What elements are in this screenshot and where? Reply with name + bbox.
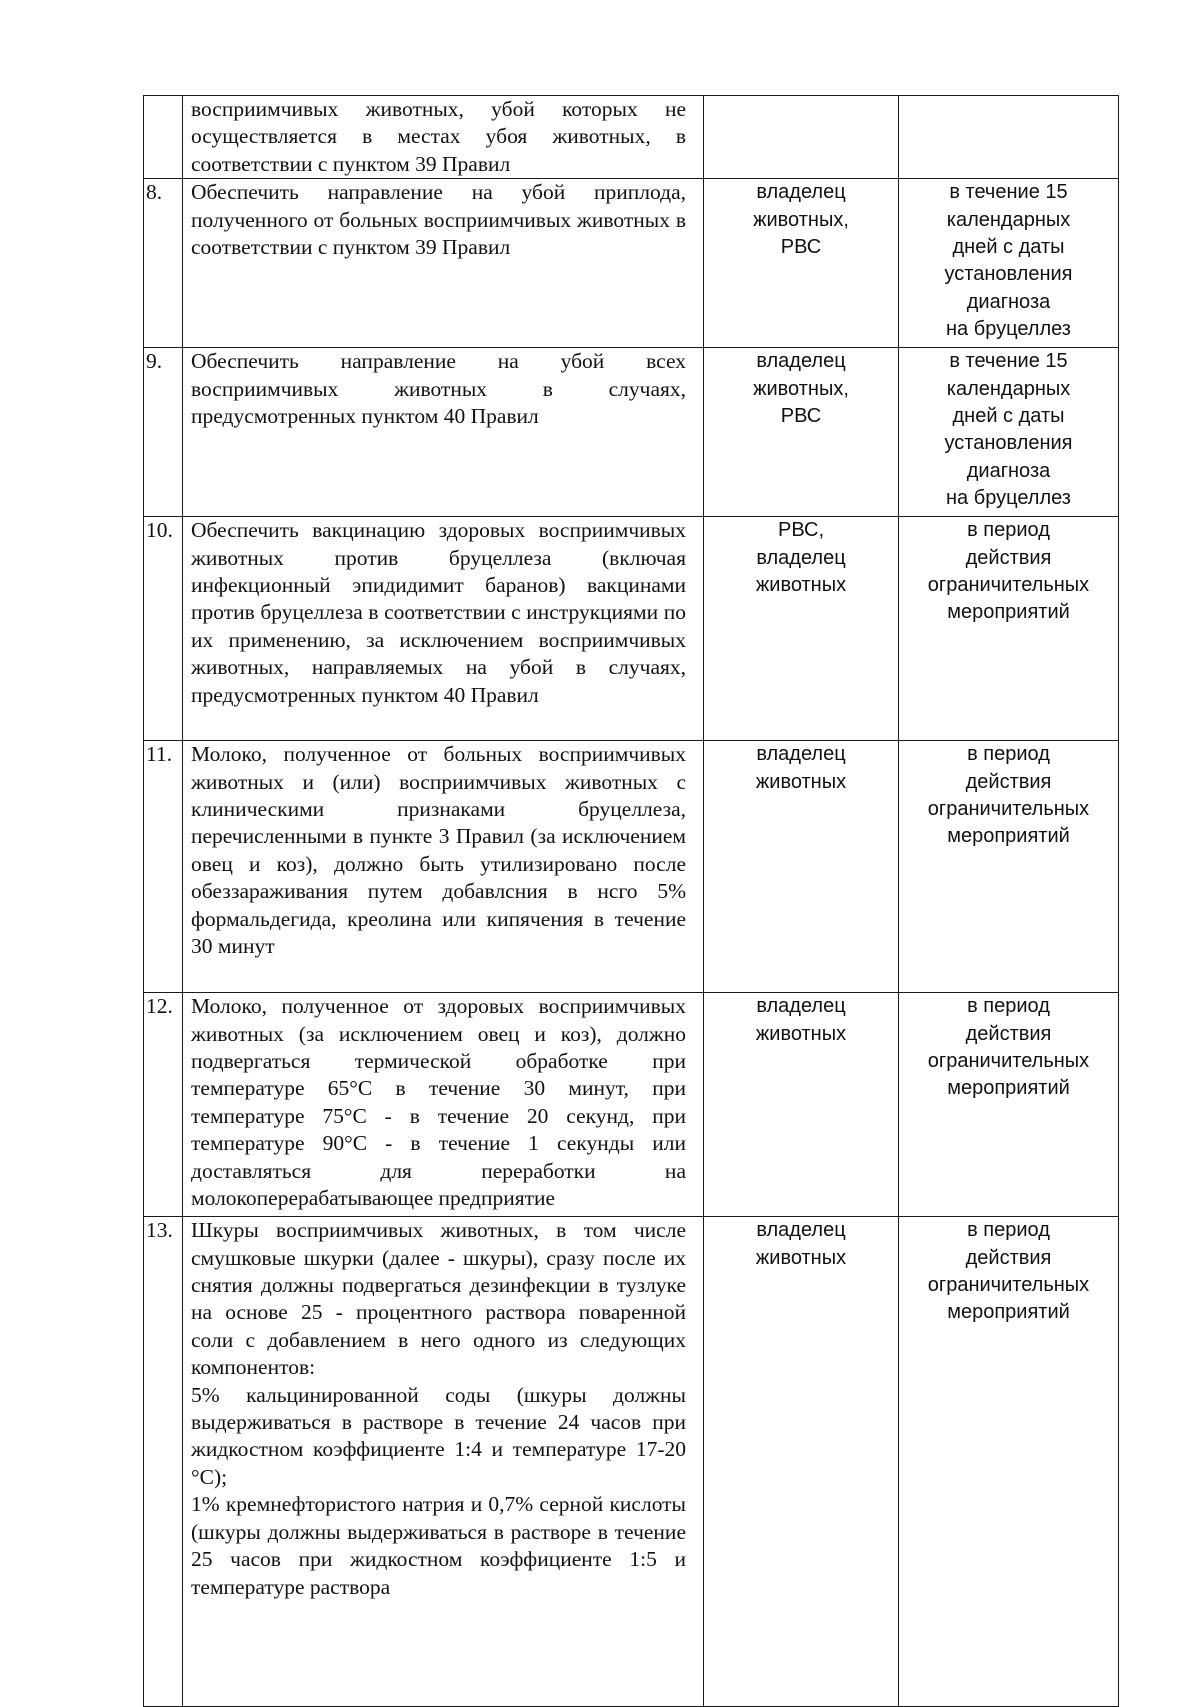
- measure-description: [183, 993, 704, 1217]
- measure-description: [183, 741, 704, 993]
- deadline-line: действия: [965, 546, 1052, 569]
- row-number: 9.: [144, 348, 183, 517]
- deadline-line: ограничительных: [927, 1050, 1090, 1073]
- responsible-line: животных,: [753, 377, 849, 400]
- deadline: [899, 348, 1119, 517]
- description-paragraph: восприимчивых животных, убой которых не осуществляется в местах убоя животных, в соответствии с пунктом 39 Правил: [191, 97, 686, 176]
- deadline-line: дней с даты: [952, 405, 1065, 428]
- deadline-line: мероприятий: [947, 825, 1070, 848]
- row-number: 11.: [144, 741, 183, 993]
- responsible-line: владелец: [756, 1219, 846, 1242]
- responsible-party: [704, 1217, 899, 1707]
- deadline: [899, 179, 1119, 348]
- deadline-line: на бруцеллез: [946, 487, 1071, 510]
- responsible-line: животных: [755, 1022, 847, 1045]
- measure-description: [183, 517, 704, 741]
- measures-table-body: [144, 96, 1119, 1707]
- table-row: [144, 348, 1119, 517]
- responsible-line: владелец: [756, 350, 846, 373]
- deadline-line: в период: [967, 995, 1050, 1018]
- responsible-line: животных: [755, 1246, 847, 1269]
- responsible-line: владелец: [756, 743, 846, 766]
- deadline-line: в период: [967, 519, 1050, 542]
- description-paragraph: Молоко, полученное от больных восприимчивых животных и (или) восприимчивых животных с клиническими признаками бруцеллеза, перечисленными в пункте 3 Правил (за исключением овец и коз), должно быть утилизировано после обеззараживания путем добавлсния в нсго 5% формальдегида, креолина или кипячения в течение 30 минут: [191, 742, 686, 959]
- deadline: [899, 741, 1119, 993]
- deadline-line: мероприятий: [947, 1077, 1070, 1100]
- responsible-party: [704, 517, 899, 741]
- deadline-line: действия: [965, 770, 1052, 793]
- deadline-line: в период: [967, 1219, 1050, 1242]
- description-paragraph: Молоко, полученное от здоровых восприимчивых животных (за исключением овец и коз), должно подвергаться термической обработке при температуре 65°С в течение 30 минут, при температуре 75°С - в течение 20 секунд, при температуре 90°С - в течение 1 секунды или доставляться для переработки на молокоперерабатывающее предприятие: [191, 994, 686, 1211]
- table-row: [144, 993, 1119, 1217]
- deadline-line: в течение 15: [949, 181, 1068, 204]
- table-row: [144, 517, 1119, 741]
- deadline: [899, 993, 1119, 1217]
- table-row: [144, 179, 1119, 348]
- deadline-line: установления: [944, 432, 1073, 455]
- responsible-line: владелец: [756, 995, 846, 1018]
- deadline-line: ограничительных: [927, 1274, 1090, 1297]
- responsible-line: животных,: [753, 208, 849, 231]
- deadline-line: действия: [965, 1246, 1052, 1269]
- deadline-line: ограничительных: [927, 798, 1090, 821]
- responsible-line: РВС: [780, 405, 822, 428]
- table-row: [144, 96, 1119, 179]
- description-paragraph: Обеспечить вакцинацию здоровых восприимчивых животных против бруцеллеза (включая инфекционный эпидидимит баранов) вакцинами против бруцеллеза в соответствии с инструкциями по их применению, за исключением восприимчивых животных, направляемых на убой в случаях, предусмотренных пунктом 40 Правил: [191, 518, 686, 707]
- deadline-line: в течение 15: [949, 350, 1068, 373]
- deadline-line: установления: [944, 263, 1073, 286]
- deadline-line: календарных: [946, 208, 1071, 231]
- deadline: [899, 96, 1119, 179]
- deadline-line: диагноза: [966, 459, 1051, 482]
- deadline: [899, 1217, 1119, 1707]
- deadline-line: календарных: [946, 377, 1071, 400]
- responsible-party: [704, 96, 899, 179]
- description-paragraph: Шкуры восприимчивых животных, в том числе смушковые шкурки (далее - шкуры), сразу после их снятия должны подвергаться дезинфекции в тузлуке на основе 25 - процентного раствора поваренной соли с добавлением в него одного из следующих компонентов:: [191, 1218, 686, 1380]
- deadline-line: в период: [967, 743, 1050, 766]
- row-number: 8.: [144, 179, 183, 348]
- responsible-party: [704, 741, 899, 993]
- row-number: [144, 96, 183, 179]
- deadline-line: мероприятий: [947, 601, 1070, 624]
- table-row: [144, 741, 1119, 993]
- description-paragraph: 1% кремнефтористого натрия и 0,7% серной кислоты (шкуры должны выдерживаться в растворе в течение 25 часов при жидкостном коэффициенте 1:5 и температуре раствора: [191, 1492, 686, 1599]
- responsible-party: [704, 993, 899, 1217]
- table-row: [144, 1217, 1119, 1707]
- row-number: 10.: [144, 517, 183, 741]
- measure-description: [183, 179, 704, 348]
- deadline-line: мероприятий: [947, 1301, 1070, 1324]
- deadline-line: на бруцеллез: [946, 318, 1071, 341]
- responsible-line: РВС,: [777, 519, 824, 542]
- row-number: 13.: [144, 1217, 183, 1707]
- responsible-line: владелец: [756, 181, 846, 204]
- description-paragraph: 5% кальцинированной соды (шкуры должны выдерживаться в растворе в течение 24 часов при жидкостном коэффициенте 1:4 и температуре 17-20 °С);: [191, 1382, 686, 1489]
- responsible-party: [704, 348, 899, 517]
- row-number: 12.: [144, 993, 183, 1217]
- deadline-line: диагноза: [966, 290, 1051, 313]
- deadline-line: дней с даты: [952, 236, 1065, 259]
- responsible-line: животных: [755, 574, 847, 597]
- measures-table: [143, 95, 1119, 1707]
- measure-description: [183, 96, 704, 179]
- deadline: [899, 517, 1119, 741]
- responsible-party: [704, 179, 899, 348]
- responsible-line: животных: [755, 770, 847, 793]
- measure-description: [183, 1217, 704, 1707]
- responsible-line: РВС: [780, 236, 822, 259]
- deadline-line: ограничительных: [927, 574, 1090, 597]
- description-paragraph: Обеспечить направление на убой приплода, полученного от больных восприимчивых животных в соответствии с пунктом 39 Правил: [191, 180, 686, 260]
- deadline-line: действия: [965, 1022, 1052, 1045]
- measure-description: [183, 348, 704, 517]
- description-paragraph: Обеспечить направление на убой всех восприимчивых животных в случаях, предусмотренных пунктом 40 Правил: [191, 349, 686, 429]
- responsible-line: владелец: [756, 546, 846, 569]
